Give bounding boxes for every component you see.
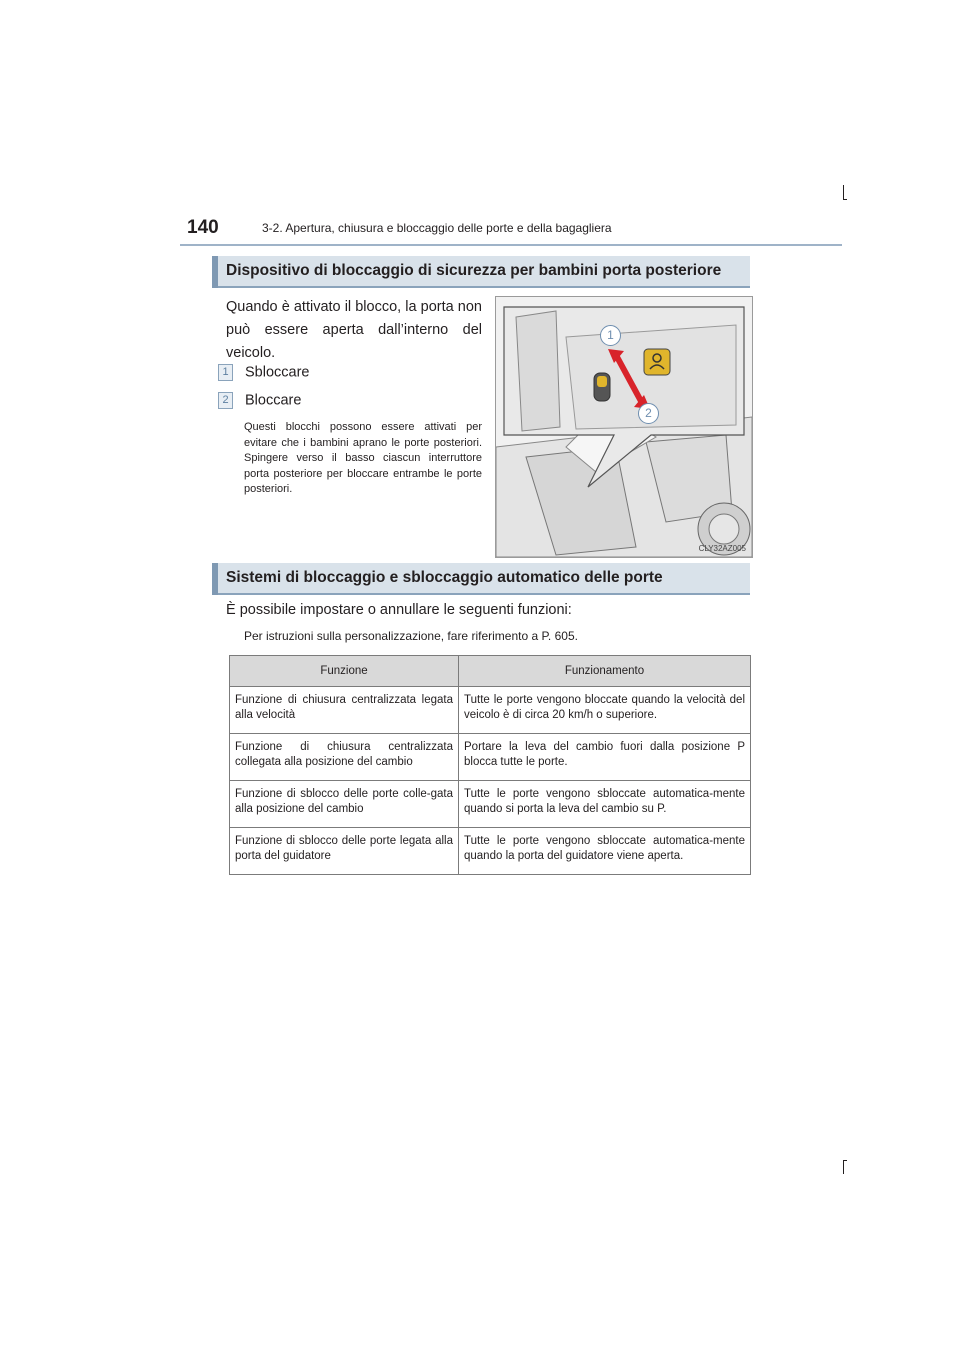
- crop-mark: [843, 185, 844, 199]
- table-cell: Tutte le porte vengono sbloccate automatica-mente quando la porta del guidatore viene aperta.: [459, 828, 751, 875]
- reference-text: Per istruzioni sulla personalizzazione, fare riferimento a P. 605.: [244, 629, 578, 643]
- table-row: [230, 781, 751, 828]
- crop-mark: [843, 1160, 844, 1174]
- crop-mark: [843, 1160, 847, 1161]
- heading-bar: [212, 256, 218, 288]
- section-title: Sistemi di bloccaggio e sbloccaggio automatico delle porte: [226, 569, 663, 586]
- callout-badge: 2: [638, 403, 659, 424]
- table-row: [230, 687, 751, 734]
- child-lock-illustration: [495, 296, 753, 558]
- header-rule: [180, 244, 842, 246]
- table-cell: Tutte le porte vengono bloccate quando la velocità del veicolo è di circa 20 km/h o superiore.: [459, 687, 751, 734]
- item-number: 2: [218, 392, 233, 409]
- page-number: 140: [187, 217, 219, 238]
- table-row: [230, 734, 751, 781]
- column-header: Funzionamento: [459, 656, 751, 687]
- section-title: Dispositivo di bloccaggio di sicurezza per bambini porta posteriore: [226, 262, 722, 279]
- table-cell: Funzione di chiusura centralizzata legata alla velocità: [230, 687, 459, 734]
- illustration-code: CLY32AZ005: [698, 544, 746, 553]
- item-label: Bloccare: [245, 392, 302, 409]
- item-label: Sbloccare: [245, 364, 310, 381]
- item-number: 1: [218, 364, 233, 381]
- intro-text: È possibile impostare o annullare le seguenti funzioni:: [226, 602, 572, 618]
- car-door-drawing: [496, 297, 752, 557]
- table-cell: Tutte le porte vengono sbloccate automatica-mente quando si porta la leva del cambio su P.: [459, 781, 751, 828]
- section-heading: [212, 563, 750, 595]
- column-header: Funzione: [230, 656, 459, 687]
- running-head: 3-2. Apertura, chiusura e bloccaggio delle porte e della bagagliera: [262, 221, 612, 235]
- table-row: [230, 828, 751, 875]
- table-cell: Funzione di sblocco delle porte colle-gata alla posizione del cambio: [230, 781, 459, 828]
- table-cell: Funzione di chiusura centralizzata collegata alla posizione del cambio: [230, 734, 459, 781]
- body-paragraph: Quando è attivato il blocco, la porta non può essere aperta dall’interno del veicolo.: [226, 299, 482, 361]
- table-header-row: [230, 656, 751, 687]
- table-cell: Funzione di sblocco delle porte legata alla porta del guidatore: [230, 828, 459, 875]
- crop-mark: [843, 199, 847, 200]
- list-item: [218, 364, 309, 381]
- callout-badge: 1: [600, 325, 621, 346]
- heading-bar: [212, 563, 218, 595]
- list-item: [218, 392, 301, 409]
- table-cell: Portare la leva del cambio fuori dalla posizione P blocca tutte le porte.: [459, 734, 751, 781]
- section-heading: [212, 256, 750, 288]
- functions-table: [229, 655, 751, 875]
- note-text: Questi blocchi possono essere attivati per evitare che i bambini aprano le porte posteriori. Spingere verso il basso ciascun interruttore porta posteriore per bloccare entrambe le porte posteriori.: [244, 421, 482, 495]
